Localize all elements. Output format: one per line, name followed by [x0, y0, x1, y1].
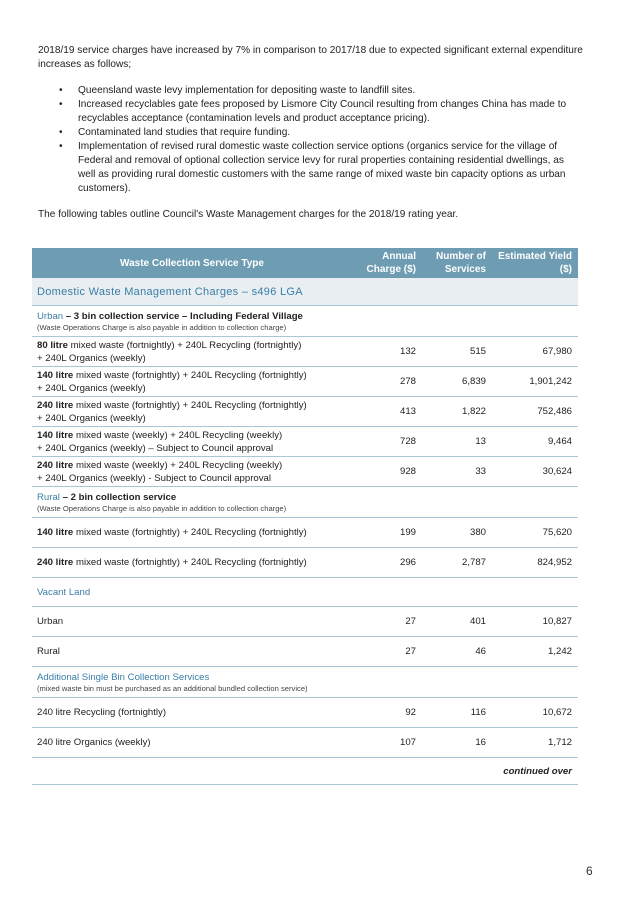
service-description: 240 litre mixed waste (weekly) + 240L Recycling (weekly) + 240L Organics (weekly) - Subject to Council approval: [32, 457, 352, 487]
service-description: 240 litre mixed waste (fortnightly) + 240L Recycling (fortnightly) + 240L Organics (weekly): [32, 397, 352, 427]
annual-charge: 278: [352, 367, 422, 397]
estimated-yield: 1,901,242: [492, 367, 578, 397]
bullet-icon: •: [59, 85, 63, 96]
annual-charge: 413: [352, 397, 422, 427]
table-row: [32, 397, 578, 427]
annual-charge: 199: [352, 518, 422, 548]
estimated-yield: 824,952: [492, 548, 578, 578]
number-of-services: 515: [422, 337, 492, 367]
service-description: Rural: [32, 637, 352, 667]
header-estimated-yield: Estimated Yield ($): [492, 248, 578, 278]
number-of-services: 6,839: [422, 367, 492, 397]
header-number-of-services: Number of Services: [422, 248, 492, 278]
number-of-services: 33: [422, 457, 492, 487]
annual-charge: 27: [352, 607, 422, 637]
service-description: 140 litre mixed waste (weekly) + 240L Recycling (weekly) + 240L Organics (weekly) – Subject to Council approval: [32, 427, 352, 457]
bullet-icon: •: [59, 127, 63, 138]
annual-charge: 728: [352, 427, 422, 457]
table-intro: The following tables outline Council's Waste Management charges for the 2018/19 rating year.: [38, 209, 459, 220]
estimated-yield: 75,620: [492, 518, 578, 548]
annual-charge: 296: [352, 548, 422, 578]
list-item: • Increased recyclables gate fees proposed by Lismore City Council resulting from changes China has made to recyclables acceptance (contamination levels and product acceptance pricing).: [59, 99, 567, 124]
group-note: (Waste Operations Charge is also payable in addition to collection charge): [37, 503, 287, 513]
table-row: [32, 518, 578, 548]
annual-charge: 107: [352, 728, 422, 758]
service-description: Urban: [32, 607, 352, 637]
service-description: 80 litre mixed waste (fortnightly) + 240L Recycling (fortnightly) + 240L Organics (weekly): [32, 337, 352, 367]
table-header-row: [32, 248, 578, 278]
group-note: (mixed waste bin must be purchased as an additional bundled collection service): [37, 683, 308, 693]
estimated-yield: 1,712: [492, 728, 578, 758]
table-row: [32, 637, 578, 667]
header-service-type: Waste Collection Service Type: [32, 248, 352, 278]
estimated-yield: 30,624: [492, 457, 578, 487]
annual-charge: 27: [352, 637, 422, 667]
list-item: • Implementation of revised rural domestic waste collection service options (organics service for the village of Federal and removal of optional collection service levy for rural properties containing residential dwellings, as well as providing rural domestic customers with the same range of mixed waste bin capacity options as urban customers).: [59, 141, 566, 194]
table-row: [32, 728, 578, 758]
bullet-icon: •: [59, 141, 63, 152]
continued-over-label: continued over: [32, 758, 578, 785]
service-description: 240 litre Recycling (fortnightly): [32, 698, 352, 728]
estimated-yield: 67,980: [492, 337, 578, 367]
number-of-services: 116: [422, 698, 492, 728]
group-heading-row: [32, 306, 578, 337]
intro-section: [38, 44, 583, 222]
section-heading-row: [32, 278, 578, 306]
service-description: 240 litre mixed waste (fortnightly) + 240L Recycling (fortnightly): [32, 548, 352, 578]
estimated-yield: 1,242: [492, 637, 578, 667]
service-description: 140 litre mixed waste (fortnightly) + 240L Recycling (fortnightly): [32, 518, 352, 548]
annual-charge: 928: [352, 457, 422, 487]
table-row: [32, 457, 578, 487]
number-of-services: 401: [422, 607, 492, 637]
table-row: [32, 427, 578, 457]
number-of-services: 46: [422, 637, 492, 667]
service-description: 140 litre mixed waste (fortnightly) + 240L Recycling (fortnightly) + 240L Organics (weekly): [32, 367, 352, 397]
list-item: • Queensland waste levy implementation for depositing waste to landfill sites.: [59, 85, 416, 96]
service-description: 240 litre Organics (weekly): [32, 728, 352, 758]
group-title-vacant-land: Vacant Land: [32, 578, 578, 607]
table-row: [32, 337, 578, 367]
number-of-services: 2,787: [422, 548, 492, 578]
estimated-yield: 9,464: [492, 427, 578, 457]
group-title-urban: Urban – 3 bin collection service – Including Federal Village: [37, 310, 303, 322]
group-title-additional: Additional Single Bin Collection Services: [37, 671, 210, 683]
estimated-yield: 10,827: [492, 607, 578, 637]
section-title: Domestic Waste Management Charges – s496 LGA: [32, 278, 578, 306]
group-heading-row: [32, 487, 578, 518]
number-of-services: 380: [422, 518, 492, 548]
header-annual-charge: Annual Charge ($): [352, 248, 422, 278]
number-of-services: 16: [422, 728, 492, 758]
list-item: • Contaminated land studies that require funding.: [59, 127, 291, 138]
table-row: [32, 607, 578, 637]
increase-reasons-list: [38, 84, 583, 196]
annual-charge: 132: [352, 337, 422, 367]
number-of-services: 13: [422, 427, 492, 457]
continued-row: [32, 758, 578, 785]
number-of-services: 1,822: [422, 397, 492, 427]
intro-lead: 2018/19 service charges have increased by 7% in comparison to 2017/18 due to expected significant external expenditure increases as follows;: [38, 45, 583, 70]
waste-charges-table: [32, 248, 578, 785]
annual-charge: 92: [352, 698, 422, 728]
page-number: 6: [586, 864, 593, 878]
estimated-yield: 752,486: [492, 397, 578, 427]
group-note: (Waste Operations Charge is also payable in addition to collection charge): [37, 322, 287, 332]
group-heading-row: [32, 578, 578, 607]
group-title-rural: Rural – 2 bin collection service: [37, 491, 177, 503]
table-row: [32, 698, 578, 728]
estimated-yield: 10,672: [492, 698, 578, 728]
table-row: [32, 548, 578, 578]
bullet-icon: •: [59, 99, 63, 110]
group-heading-row: [32, 667, 578, 698]
table-row: [32, 367, 578, 397]
